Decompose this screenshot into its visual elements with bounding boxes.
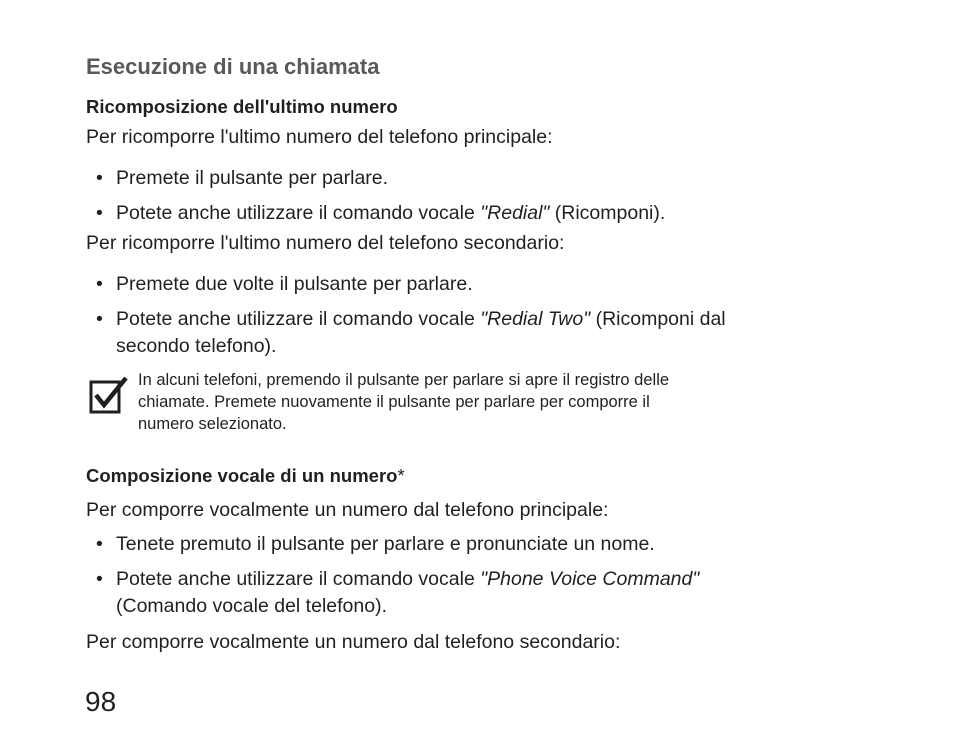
voice-dial-heading: Composizione vocale di un numero* (86, 465, 405, 486)
list-item-text: Potete anche utilizzare il comando vocale "Redial" (Ricomponi). (116, 202, 666, 224)
voice-dial-primary-intro: Per comporre vocalmente un numero dal telefono principale: (86, 499, 609, 521)
bullet: • (96, 202, 103, 224)
list-item-text: Premete il pulsante per parlare. (116, 167, 389, 189)
section-title: Esecuzione di una chiamata (86, 54, 380, 79)
bullet: • (96, 273, 103, 295)
bullet: • (96, 308, 103, 330)
list-item-continuation: secondo telefono). (116, 335, 277, 357)
page-number: 98 (85, 686, 117, 717)
checkbox-check-icon (89, 376, 129, 414)
redial-secondary-intro: Per ricomporre l'ultimo numero del telefono secondario: (86, 232, 565, 254)
voice-command: "Redial Two" (480, 308, 591, 330)
list-item-text: Potete anche utilizzare il comando vocale "Redial Two" (Ricomponi dal (116, 308, 726, 330)
voice-command: "Redial" (480, 202, 550, 224)
note-line: In alcuni telefoni, premendo il pulsante per parlare si apre il registro delle (138, 371, 670, 389)
bullet: • (96, 568, 103, 590)
voice-dial-secondary-intro: Per comporre vocalmente un numero dal telefono secondario: (86, 631, 621, 653)
redial-heading: Ricomposizione dell'ultimo numero (86, 96, 398, 117)
list-item-text: Premete due volte il pulsante per parlare. (116, 273, 473, 295)
voice-command: "Phone Voice Command" (480, 568, 700, 590)
list-item-continuation: (Comando vocale del telefono). (116, 595, 387, 617)
bullet: • (96, 167, 103, 189)
bullet: • (96, 533, 103, 555)
note-line: chiamate. Premete nuovamente il pulsante per parlare per comporre il (138, 393, 650, 411)
note-line: numero selezionato. (138, 415, 287, 433)
list-item-text: Tenete premuto il pulsante per parlare e pronunciate un nome. (116, 533, 655, 555)
list-item-text: Potete anche utilizzare il comando vocale "Phone Voice Command" (116, 568, 700, 590)
footnote-marker: * (397, 465, 405, 486)
redial-primary-intro: Per ricomporre l'ultimo numero del telefono principale: (86, 126, 553, 148)
